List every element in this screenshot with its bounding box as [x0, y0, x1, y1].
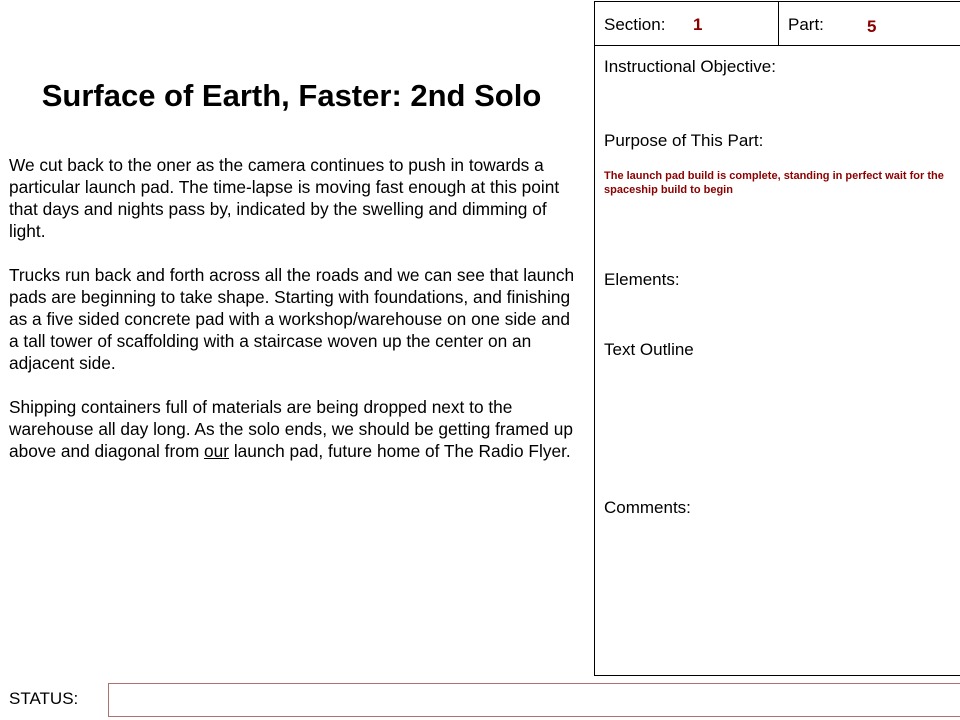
paragraph-3-start: Shipping containers full of materials are being dropped next to the warehouse all day long. As the solo ends, we should be getting framed up above and diagonal from: [9, 397, 573, 461]
section-label: Section:: [604, 15, 666, 34]
paragraph-1: We cut back to the oner as the camera continues to push in towards a particular launch pad. The time-lapse is moving fast enough at this point that days and nights pass by, indicated by the swelling and dimming of light.: [9, 155, 560, 241]
part-label: Part:: [788, 15, 824, 34]
paragraph-3: [9, 396, 584, 462]
scene-description: [9, 154, 584, 484]
text-outline-label: Text Outline: [604, 340, 694, 359]
status-field[interactable]: [108, 683, 960, 717]
comments-label: Comments:: [604, 498, 691, 517]
purpose-label: Purpose of This Part:: [604, 131, 764, 150]
page-title: Surface of Earth, Faster: 2nd Solo: [41, 78, 542, 113]
info-panel: [594, 1, 960, 676]
panel-header: [595, 2, 960, 46]
paragraph-3-end: launch pad, future home of The Radio Flyer.: [229, 441, 571, 461]
section-cell: [595, 2, 779, 45]
status-label: STATUS:: [9, 689, 79, 708]
part-value: 5: [867, 17, 877, 36]
underlined-word: our: [204, 441, 230, 461]
elements-label: Elements:: [604, 270, 680, 289]
section-value: 1: [693, 15, 703, 34]
purpose-text: The launch pad build is complete, standing in perfect wait for the spaceship build to begin: [604, 170, 944, 196]
paragraph-2: Trucks run back and forth across all the roads and we can see that launch pads are beginning to take shape. Starting with foundations, and finishing as a five sided concrete pad with a workshop/warehouse on one side and a tall tower of scaffolding with a staircase woven up the center on an adjacent side.: [9, 265, 575, 373]
part-cell: [779, 2, 960, 45]
instructional-objective-label: Instructional Objective:: [604, 57, 776, 76]
